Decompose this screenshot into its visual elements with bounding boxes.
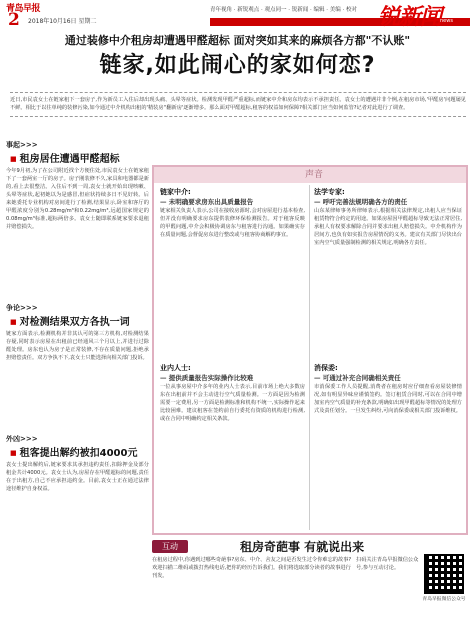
insider-subtitle: — 提供质量报告实际操作比较难 (160, 373, 305, 382)
section-tag-2: 争论>>> (6, 303, 38, 312)
section-tag-1: 事起>>> (6, 140, 38, 149)
qr-code-icon[interactable] (424, 554, 464, 594)
voices-right (314, 187, 462, 513)
consumer-council-subtitle: — 可通过补充合同确相关责任 (314, 373, 462, 382)
page-header (0, 0, 475, 28)
section-body-1: 今年9月初,为了在公司附近找个方便住处,市民袁女士在链家租下了一套两室一厅的房子。房子刚装修不久,家具和电器都是新的,看上去很整洁。入住后不到一周,袁女士就开始出现咳嗽、头晕等症状,起初她以为是感冒,但症状持续多日不见好转。后来她委托专业机构对房间进行了检测,结果显示,卧室和客厅的甲醛浓度分别为0.28mg/m³和0.22mg/m³,远超国家规定的0.08mg/m³标准,超标两倍多。袁女士随即联系链家要求退租并赔偿损失。 (6, 168, 149, 230)
insider-body: 一位从事房屋中介多年的业内人士表示,目前市场上绝大多数房东在出租前并不会主动进行空气质量检测。一方面是因为检测需要一定费用,另一方面是检测标准和机构不统一,实际操作起来比较困难。建议租客在签约前自行委托有资质的机构进行检测,或在合同中明确约定相关条款。 (160, 384, 305, 422)
legal-expert-body: 山东某律师事务所律师表示,根据相关法律规定,出租人应当保证租赁物符合约定的用途。如果房屋因甲醛超标导致无法正常居住,承租人有权要求解除合同并要求出租人赔偿损失。中介机构作为居间方,也负有如实报告房屋情况的义务。建议有关部门尽快出台室内空气质量强制检测的相关规定,明确各方责任。 (314, 208, 462, 246)
section-title-3: ■ 租客提出解约被扣4000元 (10, 444, 149, 459)
date-line: 2018年10月16日 星期二 (28, 18, 97, 25)
intro-paragraph: 近日,市民袁女士在链家租下一套房子,作为新员工入住后却出现头痛、头晕等症状。检测发现甲醛严重超标,而链家中介和房东均表示不承担责任。袁女士的遭遇并非个例,在租房市场,'甲醛房'问题屡见不鲜。相比于以往单纯的装修污染,如今通过中介机构出租的'精装房''翻新房'逐渐增多。那么面对甲醛超标,租客的权益如何保障?相关部门应当如何监管?记者对此进行了调查。 (10, 92, 466, 117)
interaction-body-2: 扫码关注青岛早报微信公众号,参与互动讨论。 (356, 557, 419, 571)
section-tag-3: 外凶>>> (6, 434, 38, 443)
voices-left (160, 187, 305, 513)
voices-panel (152, 165, 468, 535)
left-column (6, 140, 149, 591)
section-title-1: ■ 租房居住遭遇甲醛超标 (10, 150, 149, 165)
interaction-box (152, 538, 468, 616)
qr-caption: 青岛早报微信公众号 (422, 597, 466, 602)
brand-name: 青岛早报 (6, 4, 41, 14)
interaction-title: 租房奇葩事 有就说出来 (240, 540, 365, 554)
section-logo: 锐新闻 (378, 5, 442, 30)
voices-label: 声音 (304, 170, 323, 180)
consumer-council-body: 市消保委工作人员提醒,消费者在租房时应仔细查看房屋装修情况,如有明显异味应谨慎签约。签订租赁合同时,可以在合同中增加室内空气质量的补充条款,明确如出现甲醛超标等情况的处理方式及责任划分。一旦发生纠纷,可向消保委或相关部门投诉维权。 (314, 384, 462, 414)
column-divider (309, 185, 310, 530)
consumer-council-title: 消保委: (314, 364, 338, 372)
legal-expert-subtitle: — 呼吁完善法规明确各方的责任 (314, 197, 462, 206)
lianjia-subtitle: — 未明确要求房东出具质量报告 (160, 197, 305, 206)
lianjia-body: 链家相关负责人表示,公司在接收房源时,会对房屋进行基本检查,但并没有明确要求房东提供装修环保检测报告。对于租客反映的甲醛问题,中介会积极协调房东与租客进行沟通。如果确实存在质量问题,会督促房东进行整改或与租客协商解约事宜。 (160, 208, 305, 238)
section-body-3: 袁女士提出解约后,链家要求其承担违约责任,扣除押金及部分租金共计4000元。袁女士认为,房屋存在甲醛超标的问题,责任在于出租方,自己不应承担违约金。目前,袁女士正在通过法律途径维护自身权益。 (6, 462, 149, 492)
page-number: 2 (8, 10, 20, 30)
subheadline: 通过装修中介租房却遭遇甲醛超标 面对突如其来的麻烦各方都"不认账" (64, 34, 411, 47)
legal-expert-title: 法学专家: (314, 188, 345, 196)
section-title-2: ■ 对检测结果双方各执一词 (10, 313, 149, 328)
header-slogan: 青年视角 · 新锐观点 · 观点同一 · 锐新闻 · 编辑 · 美编 · 校对 (210, 7, 357, 13)
interaction-badge: 互动 (152, 540, 188, 553)
main-headline: 链家,如此闹心的家如何恋? (99, 53, 376, 78)
section-logo-english: news (440, 18, 453, 24)
lianjia-title: 链家中介: (160, 188, 191, 196)
section-body-2: 链家方面表示,检测机构并非其认可的第三方机构,对检测结果存疑,同时表示房屋在出租前已经通风三个月以上,并进行过除醛处理。房东也认为房子是正常装修,不存在质量问题,拒绝承担赔偿责任。双方争执不下,袁女士只能选择向相关部门投诉。 (6, 331, 149, 361)
insider-title: 业内人士: (160, 364, 191, 372)
interaction-body: 在租房过程中,你遇到过哪些奇葩事?房东、中介、舍友之间是否发生过令你难忘的故事?欢迎扫描二维码或拨打热线电话,把你的经历告诉我们。我们将选取部分读者的故事进行刊发。 (152, 557, 352, 579)
